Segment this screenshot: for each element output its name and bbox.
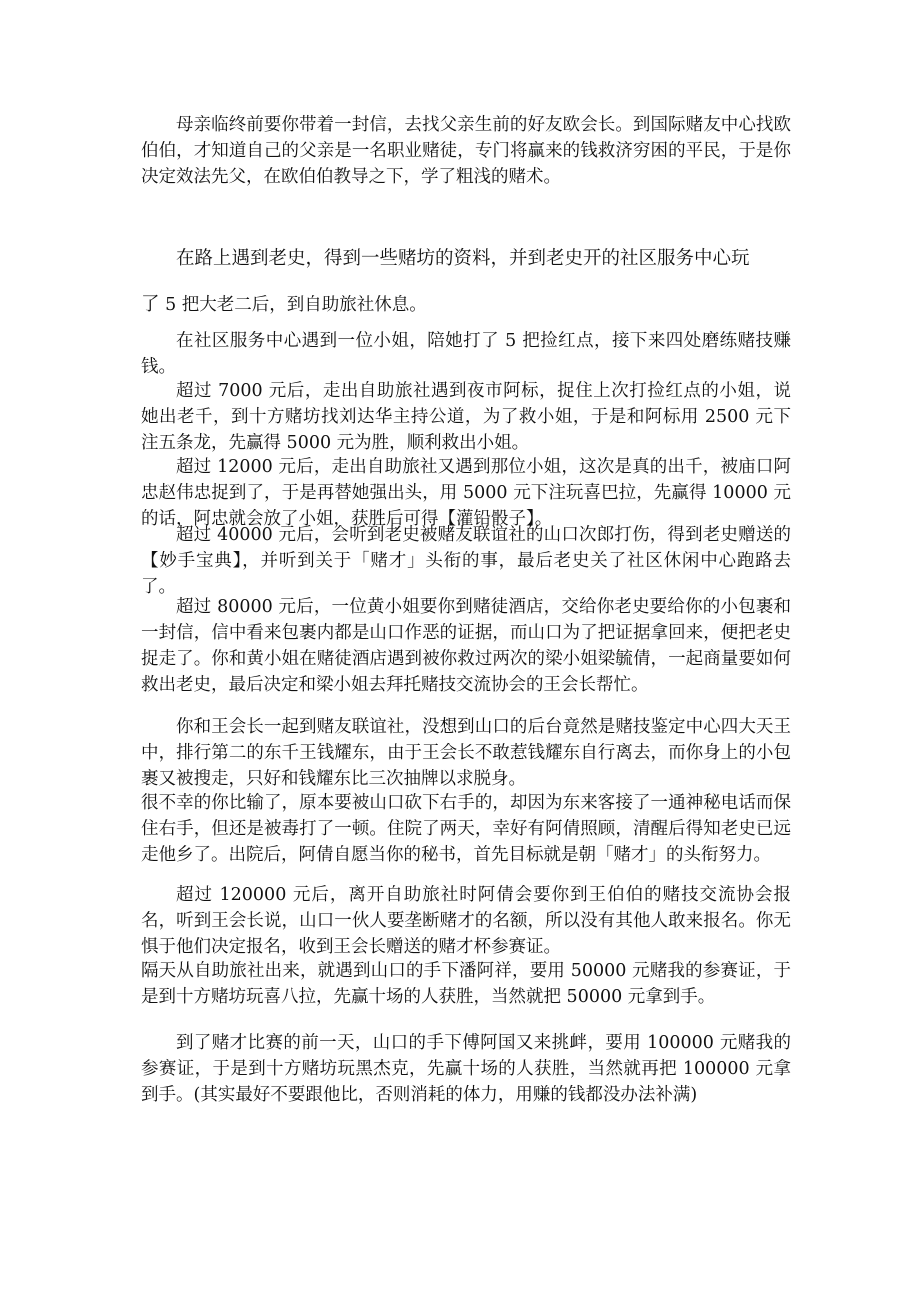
- heading-first-char: 了: [141, 294, 160, 315]
- paragraph-2: 超过 7000 元后，走出自助旅社遇到夜市阿标，捉住上次打捡红点的小姐，说她出老千，到十方赌坊找刘达华主持公道，为了救小姐，于是和阿标用 2500 元下注五条龙，先赢得 5000 元为胜，顺利救出小姐。: [141, 381, 791, 453]
- section-heading: [141, 246, 791, 292]
- paragraph-5: 超过 80000 元后，一位黄小姐要你到赌徒酒店，交给你老史要给你的小包裹和一封信，信中看来包裹内都是山口作恶的证据，而山口为了把证据拿回来，便把老史捉走了。你和黄小姐在赌徒酒店遇到被你救过两次的梁小姐梁毓倩，一起商量要如何救出老史，最后决定和梁小姐去拜托赌技交流协会的王会长帮忙。: [141, 597, 791, 695]
- intro-paragraph: 母亲临终前要你带着一封信，去找父亲生前的好友欧会长。到国际赌友中心找欧伯伯，才知道自己的父亲是一名职业赌徒，专门将赢来的钱救济穷困的平民，于是你决定效法先父，在欧伯伯教导之下，学了粗浅的赌术。: [141, 115, 791, 187]
- heading-lead: 在路上遇到老史，得到一些赌坊的资料，并到老史开的社区服务中心玩: [176, 248, 750, 269]
- paragraph-7: 很不幸的你比输了，原本要被山口砍下右手的，却因为东来客接了一通神秘电话而保住右手，但还是被毒打了一顿。住院了两天，幸好有阿倩照顾，清醒后得知老史已远走他乡了。出院后，阿倩自愿当你的秘书，首先目标就是朝「赌才」的头衔努力。: [141, 793, 791, 865]
- paragraph-1: 在社区服务中心遇到一位小姐，陪她打了 5 把捡红点，接下来四处磨练赌技赚钱。: [141, 331, 791, 377]
- paragraph-9: 隔天从自助旅社出来，就遇到山口的手下潘阿祥，要用 50000 元赌我的参赛证，于是到十方赌坊玩喜八拉，先赢十场的人获胜，当然就把 50000 元拿到手。: [141, 961, 791, 1007]
- paragraph-8: 超过 120000 元后，离开自助旅社时阿倩会要你到王伯伯的赌技交流协会报名，听到王会长说，山口一伙人要垄断赌才的名额，所以没有其他人敢来报名。你无惧于他们决定报名，收到王会长赠送的赌才杯参赛证。: [141, 885, 791, 957]
- heading-continuation: [141, 292, 791, 318]
- paragraph-4: 超过 40000 元后，会听到老史被赌友联谊社的山口次郎打伤，得到老史赠送的【妙手宝典】，并听到关于「赌才」头衔的事，最后老史关了社区休闲中心跑路去了。: [141, 525, 791, 597]
- paragraph-6: 你和王会长一起到赌友联谊社，没想到山口的后台竟然是赌技鉴定中心四大天王中，排行第二的东千王钱耀东，由于王会长不敢惹钱耀东自行离去，而你身上的小包裹又被搜走，只好和钱耀东比三次抽牌以求脱身。: [141, 717, 791, 789]
- paragraph-10: 到了赌才比赛的前一天，山口的手下傅阿国又来挑衅，要用 100000 元赌我的参赛证，于是到十方赌坊玩黑杰克，先赢十场的人获胜，当然就再把 100000 元拿到手。(其实最好不要跟他比，否则消耗的体力，用赚的钱都没办法补满): [141, 1033, 791, 1105]
- paragraph-3: 超过 12000 元后，走出自助旅社又遇到那位小姐，这次是真的出千，被庙口阿忠赵伟忠捉到了，于是再替她强出头，用 5000 元下注玩喜巴拉，先赢得 10000 元的话，阿忠就会放了小姐，获胜后可得【灌铅骰子】。: [141, 457, 791, 529]
- heading-rest: 5 把大老二后，到自助旅社休息。: [159, 295, 427, 315]
